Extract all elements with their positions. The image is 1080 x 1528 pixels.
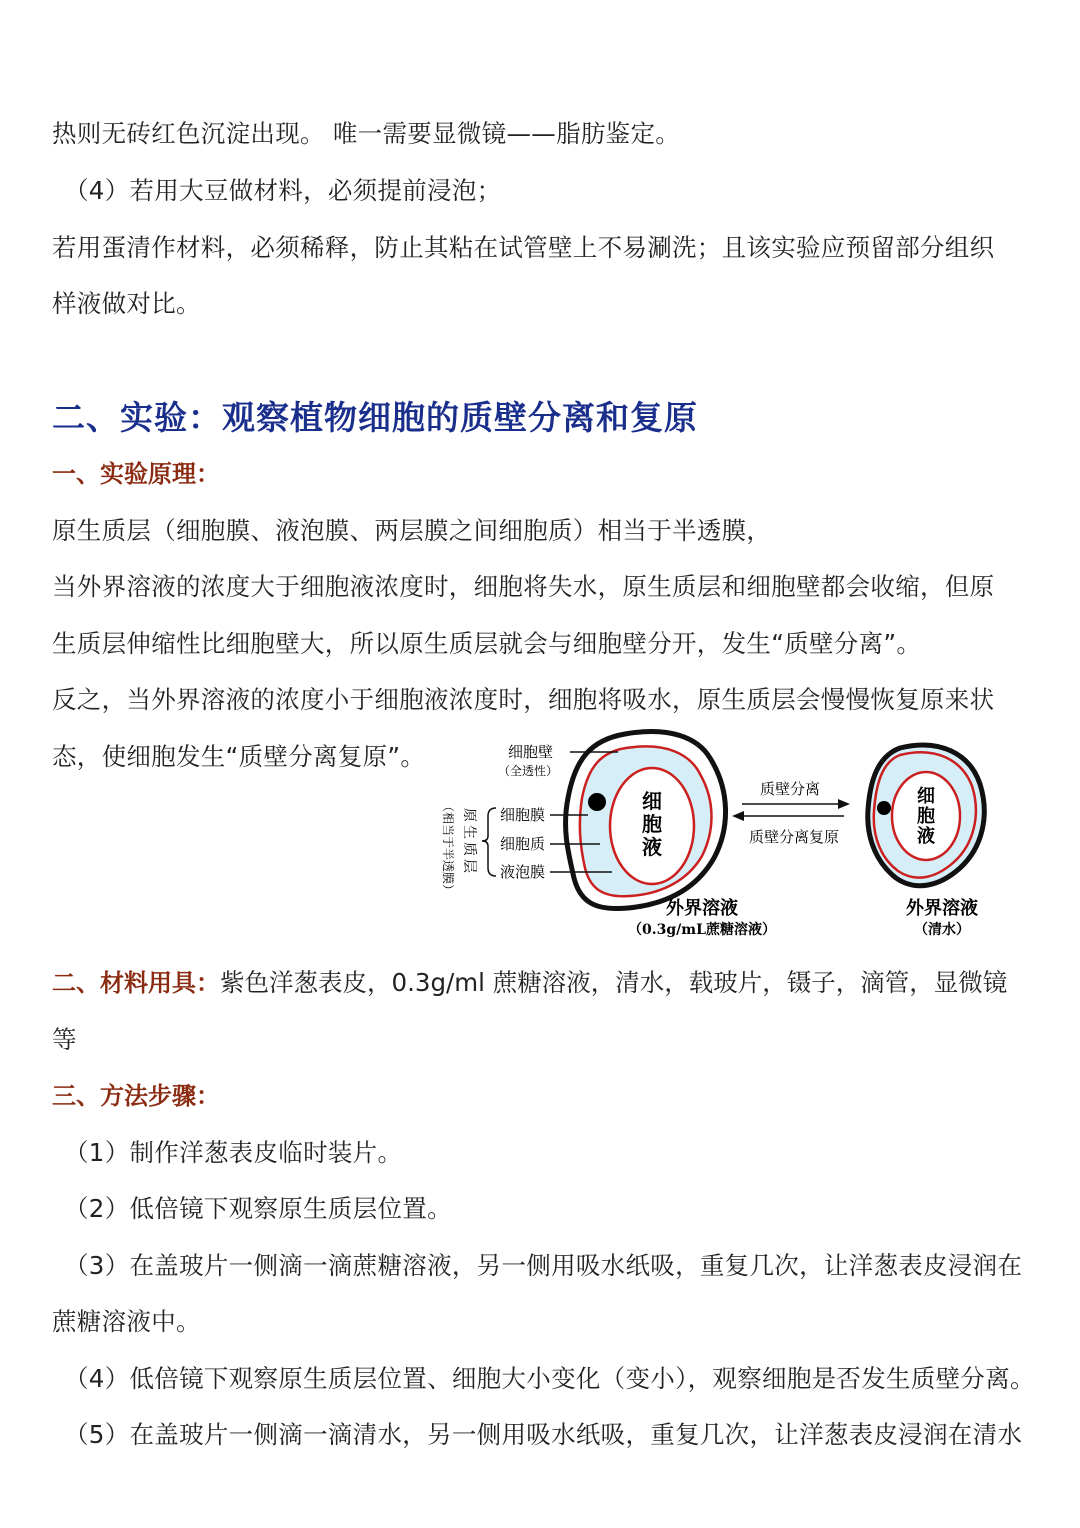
principle-heading: 一、实验原理： (52, 460, 220, 488)
text-line: 反之，当外界溶液的浓度小于细胞液浓度时，细胞将吸水，原生质层会慢慢恢复原来状 (52, 685, 995, 714)
cell-wall-label: 细胞壁 (508, 743, 554, 761)
section-title: 二、实验：观察植物细胞的质壁分离和复原 (52, 398, 698, 437)
cell-sap-char: 细 (917, 786, 935, 807)
cell-sap-char: 液 (642, 835, 662, 859)
step-line: （4）低倍镜下观察原生质层位置、细胞大小变化（变小），观察细胞是否发生质壁分离。 (64, 1364, 1035, 1393)
step-line: 蔗糖溶液中。 (52, 1307, 201, 1336)
text-line: 当外界溶液的浓度大于细胞液浓度时，细胞将失水，原生质层和细胞壁都会收缩，但原 (52, 572, 995, 601)
cell-sap-char: 胞 (917, 806, 935, 827)
left-solution-note: （0.3g/mL蔗糖溶液） (628, 922, 776, 938)
right-solution-note: （清水） (914, 922, 970, 938)
step-line: （3）在盖玻片一侧滴一滴蔗糖溶液，另一侧用吸水纸吸，重复几次，让洋葱表皮浸润在 (64, 1251, 1023, 1280)
text-line: 样液做对比。 (52, 289, 201, 318)
materials-heading: 二、材料用具： (52, 969, 220, 997)
cell-sap-char: 液 (917, 826, 935, 847)
steps-heading: 三、方法步骤： (52, 1082, 220, 1110)
text-line: 若用蛋清作材料，必须稀释，防止其粘在试管壁上不易涮洗；且该实验应预留部分组织 (52, 233, 995, 262)
right-solution-label: 外界溶液 (906, 898, 978, 919)
materials-text: 紫色洋葱表皮，0.3g/ml 蔗糖溶液，清水，载玻片，镊子，滴管，显微镜 (220, 968, 1008, 997)
vacuole-membrane-label: 液泡膜 (500, 863, 546, 881)
text-line: 原生质层（细胞膜、液泡膜、两层膜之间细胞质）相当于半透膜， (52, 516, 772, 545)
cell-sap-char: 细 (642, 789, 662, 813)
semipermeable-note: （相当于半透膜） (441, 800, 455, 897)
text-line: 热则无砖红色沉淀出现。 唯一需要显微镜——脂肪鉴定。 (52, 119, 681, 148)
materials-line (52, 966, 1007, 1000)
protoplast-label: 原生质层 (461, 808, 477, 876)
text-line: 等 (52, 1025, 77, 1054)
cell-membrane-label: 细胞膜 (500, 806, 546, 824)
arrow-forward-label: 质壁分离 (759, 780, 821, 798)
nucleus-shape (588, 793, 606, 811)
arrow-left-icon (732, 811, 744, 821)
cytoplasm-label: 细胞质 (500, 835, 546, 853)
step-line: （2）低倍镜下观察原生质层位置。 (64, 1194, 452, 1223)
cell-sap-char: 胞 (642, 812, 662, 836)
text-line: 生质层伸缩性比细胞壁大，所以原生质层就会与细胞壁分开，发生“质壁分离”。 (52, 629, 922, 658)
step-line: （1）制作洋葱表皮临时装片。 (64, 1138, 403, 1167)
plasmolysis-diagram (430, 728, 1010, 944)
plasmolyzed-cell (566, 731, 726, 908)
nucleus-shape (877, 801, 891, 815)
recovered-cell (868, 745, 984, 886)
text-line: （4）若用大豆做材料，必须提前浸泡； (64, 176, 502, 205)
text-line: 态，使细胞发生“质壁分离复原”。 (52, 742, 426, 771)
step-line: （5）在盖玻片一侧滴一滴清水，另一侧用吸水纸吸，重复几次，让洋葱表皮浸润在清水 (64, 1420, 1023, 1449)
arrow-right-icon (838, 799, 850, 809)
arrow-back-label: 质壁分离复原 (748, 828, 840, 846)
left-solution-label: 外界溶液 (666, 898, 738, 919)
cell-wall-note: （全透性） (498, 764, 559, 778)
